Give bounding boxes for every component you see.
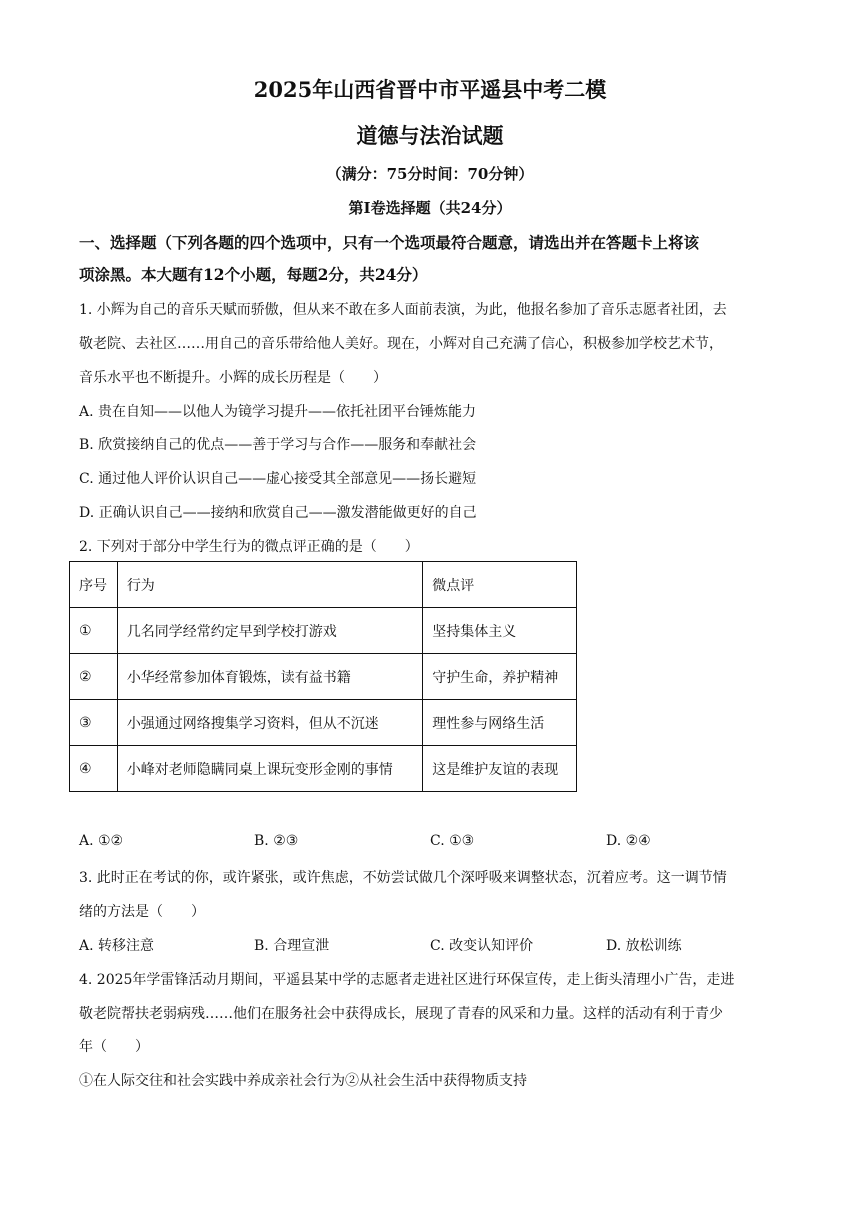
q2-option-b: B. ②③	[254, 833, 299, 849]
table-header-cell: 微点评	[423, 562, 577, 608]
q2-table	[69, 561, 577, 792]
q2-stem: 2. 下列对于部分中学生行为的微点评正确的是（ ）	[79, 539, 419, 555]
q3-option-b: B. 合理宣泄	[254, 938, 330, 954]
table-cell: 这是维护友谊的表现	[423, 746, 577, 792]
table-cell: 小强通过网络搜集学习资料，但从不沉迷	[117, 700, 422, 746]
table-cell: 理性参与网络生活	[423, 700, 577, 746]
table-row	[70, 700, 577, 746]
exam-subject: 道德与法治试题	[356, 123, 504, 148]
part-heading: 第Ⅰ卷选择题（共24分）	[348, 199, 512, 217]
q2-option-d: D. ②④	[606, 833, 651, 849]
q1-option-b: B. 欣赏接纳自己的优点——善于学习与合作——服务和奉献社会	[79, 437, 477, 453]
q1-stem-line3: 音乐水平也不断提升。小辉的成长历程是（ ）	[79, 370, 387, 386]
q3-option-c: C. 改变认知评价	[430, 938, 534, 954]
table-cell: ③	[70, 700, 118, 746]
table-cell: 坚持集体主义	[423, 608, 577, 654]
table-header-cell: 序号	[70, 562, 118, 608]
table-row	[70, 608, 577, 654]
table-cell: ④	[70, 746, 118, 792]
exam-info: （满分：75分时间：70分钟）	[326, 165, 534, 183]
q4-statement-line: ①在人际交往和社会实践中养成亲社会行为②从社会生活中获得物质支持	[79, 1073, 527, 1089]
table-header-cell: 行为	[117, 562, 422, 608]
q4-stem-line3: 年（ ）	[79, 1039, 149, 1055]
q3-option-d: D. 放松训练	[606, 938, 682, 954]
table-row	[70, 654, 577, 700]
q3-stem-line2: 绪的方法是（ ）	[79, 904, 205, 920]
q3-option-a: A. 转移注意	[79, 938, 155, 954]
table-header-row	[70, 562, 577, 608]
exam-title: 2025年山西省晋中市平遥县中考二模	[253, 77, 607, 102]
q4-stem-line2: 敬老院帮扶老弱病残……他们在服务社会中获得成长，展现了青春的风采和力量。这样的活动有利于青少	[79, 1006, 723, 1022]
q2-option-a: A. ①②	[79, 833, 124, 849]
section-instruction-line2: 项涂黑。本大题有12个小题，每题2分，共24分）	[79, 265, 428, 284]
q1-option-d: D. 正确认识自己——接纳和欣赏自己——激发潜能做更好的自己	[79, 505, 477, 521]
table-cell: 守护生命，养护精神	[423, 654, 577, 700]
table-cell: ①	[70, 608, 118, 654]
table-cell: ②	[70, 654, 118, 700]
section-instruction-line1: 一、选择题（下列各题的四个选项中，只有一个选项最符合题意，请选出并在答题卡上将该	[79, 233, 700, 252]
q1-stem-line2: 敬老院、去社区……用自己的音乐带给他人美好。现在，小辉对自己充满了信心，积极参加学校艺术节，	[79, 336, 723, 352]
q1-option-c: C. 通过他人评价认识自己——虚心接受其全部意见——扬长避短	[79, 471, 477, 487]
q2-option-c: C. ①③	[430, 833, 475, 849]
q1-option-a: A. 贵在自知——以他人为镜学习提升——依托社团平台锤炼能力	[79, 404, 477, 420]
q3-stem-line1: 3. 此时正在考试的你，或许紧张，或许焦虑，不妨尝试做几个深呼吸来调整状态，沉着应考。这一调节情	[79, 870, 727, 886]
table-row	[70, 746, 577, 792]
table-cell: 小峰对老师隐瞒同桌上课玩变形金刚的事情	[117, 746, 422, 792]
q4-stem-line1: 4. 2025年学雷锋活动月期间，平遥县某中学的志愿者走进社区进行环保宣传，走上街头清理小广告，走进	[79, 972, 735, 988]
table-cell: 几名同学经常约定早到学校打游戏	[117, 608, 422, 654]
table-cell: 小华经常参加体育锻炼，读有益书籍	[117, 654, 422, 700]
q1-stem-line1: 1. 小辉为自己的音乐天赋而骄傲，但从来不敢在多人面前表演，为此，他报名参加了音乐志愿者社团，去	[79, 302, 727, 318]
